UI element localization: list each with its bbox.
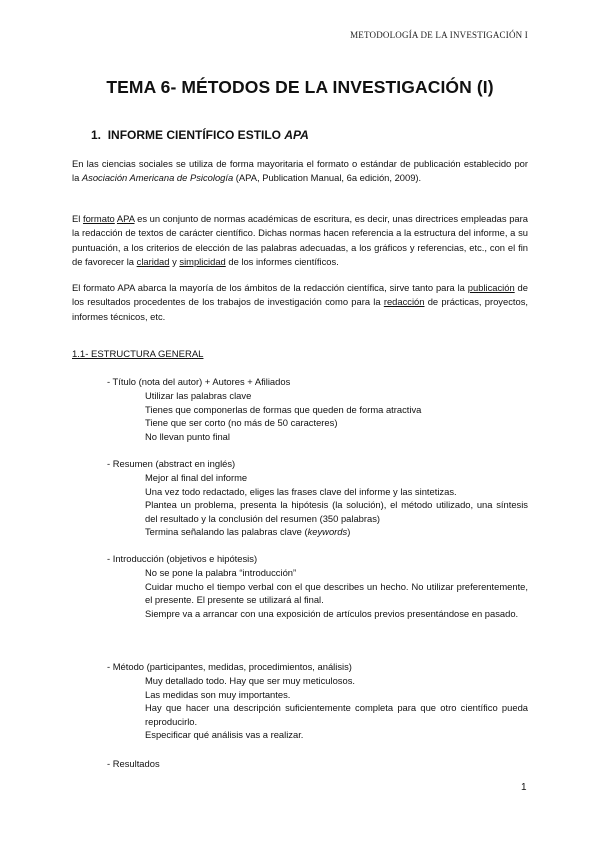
list-item: Tiene que ser corto (no más de 50 caracteres) [145, 417, 338, 429]
structure-block-titulo [107, 375, 528, 443]
subsection-heading: 1.1- ESTRUCTURA GENERAL [72, 349, 204, 360]
paragraph-apa-format: El formato APA es un conjunto de normas académicas de escritura, es decir, unas directrices empleadas para la redacción de textos de carácter científico. Dichas normas hacen referencia a la estructura del informe, a su puntuación, a los criterios de elección de las palabras adecuadas, a los gráficos y referencias, etc., con el fin de favorecer la claridad y simplicidad de los informes científicos. [72, 213, 528, 268]
structure-block-introduccion [107, 552, 528, 620]
list-item: No se pone la palabra “introducción” [145, 567, 297, 578]
structure-block-resultados [107, 757, 528, 771]
list-item: Mejor al final del informe [145, 472, 248, 483]
section-number: 1. [91, 128, 102, 142]
list-item: Las medidas son muy importantes. [145, 688, 291, 700]
list-item: Siempre va a arrancar con una exposición de artículos previos presentándose en pasado. [145, 607, 519, 619]
paragraph-apa-scope: El formato APA abarca la mayoría de los ámbitos de la redacción científica, sirve tanto para la publicación de los resultados procedentes de los trabajos de investigación como para la redacción de prácticas, proyectos, informes técnicos, etc. [72, 282, 528, 322]
structure-block-metodo [107, 660, 528, 742]
block-heading: - Resumen (abstract en inglés) [107, 458, 236, 469]
list-item: Termina señalando las palabras clave (keywords) [145, 526, 351, 538]
list-item: Plantea un problema, presenta la hipótesis (la solución), el método utilizado, una síntesis del resultado y la conclusión del resumen (350 palabras) [145, 499, 528, 524]
list-item: No llevan punto final [145, 430, 230, 442]
running-header: METODOLOGÍA DE LA INVESTIGACIÓN I [350, 30, 528, 40]
list-item: Muy detallado todo. Hay que ser muy meticulosos. [145, 675, 355, 686]
page-number: 1 [521, 782, 527, 793]
list-item: Utilizar las palabras clave [145, 390, 252, 401]
section-heading [91, 128, 309, 142]
list-item: Hay que hacer una descripción suficientemente completa para que otro científico pueda reproducirlo. [145, 702, 528, 727]
list-item: Tienes que componerlas de formas que queden de forma atractiva [145, 403, 422, 415]
block-heading: - Introducción (objetivos e hipótesis) [107, 553, 258, 564]
paragraph-intro: En las ciencias sociales se utiliza de forma mayoritaria el formato o estándar de publicación establecido por la Asociación Americana de Psicología (APA, Publication Manual, 6a edición, 2009). [72, 158, 528, 184]
block-heading: - Resultados [107, 758, 160, 769]
list-item: Cuidar mucho el tiempo verbal con el que describes un hecho. No utilizar preferentemente, el presente. El presente se utilizará al final. [145, 580, 528, 606]
section-italic: APA [284, 128, 309, 142]
block-heading: - Título (nota del autor) + Autores + Afiliados [107, 376, 291, 387]
page-title: TEMA 6- MÉTODOS DE LA INVESTIGACIÓN (I) [106, 77, 494, 97]
list-item: Una vez todo redactado, eliges las frases clave del informe y las sintetizas. [145, 485, 457, 497]
list-item: Especificar qué análisis vas a realizar. [145, 729, 304, 741]
block-heading: - Método (participantes, medidas, procedimientos, análisis) [107, 661, 352, 672]
structure-block-resumen [107, 457, 528, 539]
section-text: INFORME CIENTÍFICO ESTILO [107, 128, 282, 142]
